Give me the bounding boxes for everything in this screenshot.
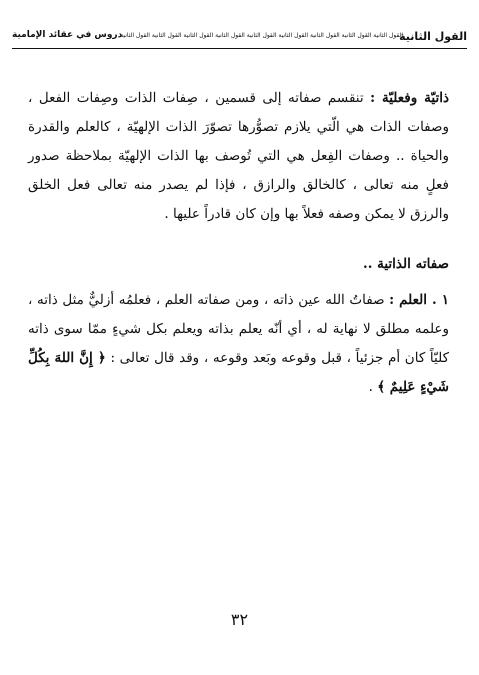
- paragraph-lead: ١ . العلم :: [389, 292, 449, 308]
- chapter-title: القول الثانية: [399, 30, 467, 43]
- page-number: ٣٢: [230, 610, 249, 629]
- book-title: دروس في عقائد الإمامية: [12, 30, 123, 40]
- running-title-repeat: القول الثانية القول الثانية القول الثانية القول الثانية القول الثانية القول الثانية القول الثانية القول الثانية القول الثانية: [120, 32, 403, 39]
- paragraph-text: صفاتُ الله عين ذاته ، ومن صفاته العلم ، فعلمُه أزليٌّ مثل ذاته ، وعلمه مطلق لا نهاية له ، أي أنّه يعلم بذاته ويعلم بكل شيءٍ ممّا سوى ذاته كليّاً كان أم جزئياً ، قبل وقوعه وبَعد وقوعه ، وقد قال تعالى :: [28, 292, 449, 366]
- paragraph-text: تنقسم صفاته إلى قسمين ، صِفات الذات وصِفات الفعل ، وصفات الذات هي الّتي يلازم تصوُّرها تصوّرَ الذات الإلهيّة ، كالعلم والقدرة والحياة .. وصفات الفِعل هي التي تُوصف بها الذات الإلهيّة بملاحظة صدور فعلٍ منه تعالى ، كالخالق والرازق ، فإذا لم يصدر منه تعالى فعل الخلق والرزق لا يمكن وصفه فعلاً بها وإن كان قادراً عليها .: [28, 90, 449, 222]
- section-heading: صفاته الذاتية ..: [363, 256, 449, 272]
- paragraph-knowledge: [28, 286, 449, 402]
- paragraph-attributes-division: [28, 84, 449, 229]
- page-body: [28, 84, 449, 402]
- paragraph-lead: ذاتيّة وفعليّة :: [370, 90, 449, 106]
- header-divider: [12, 48, 467, 49]
- running-header: [12, 28, 467, 48]
- quran-verse: ﴿ إِنَّ اللهَ بِكُلِّ شَيْءٍ عَلِيمٌ ﴾: [28, 350, 449, 395]
- sentence-end: .: [368, 379, 378, 395]
